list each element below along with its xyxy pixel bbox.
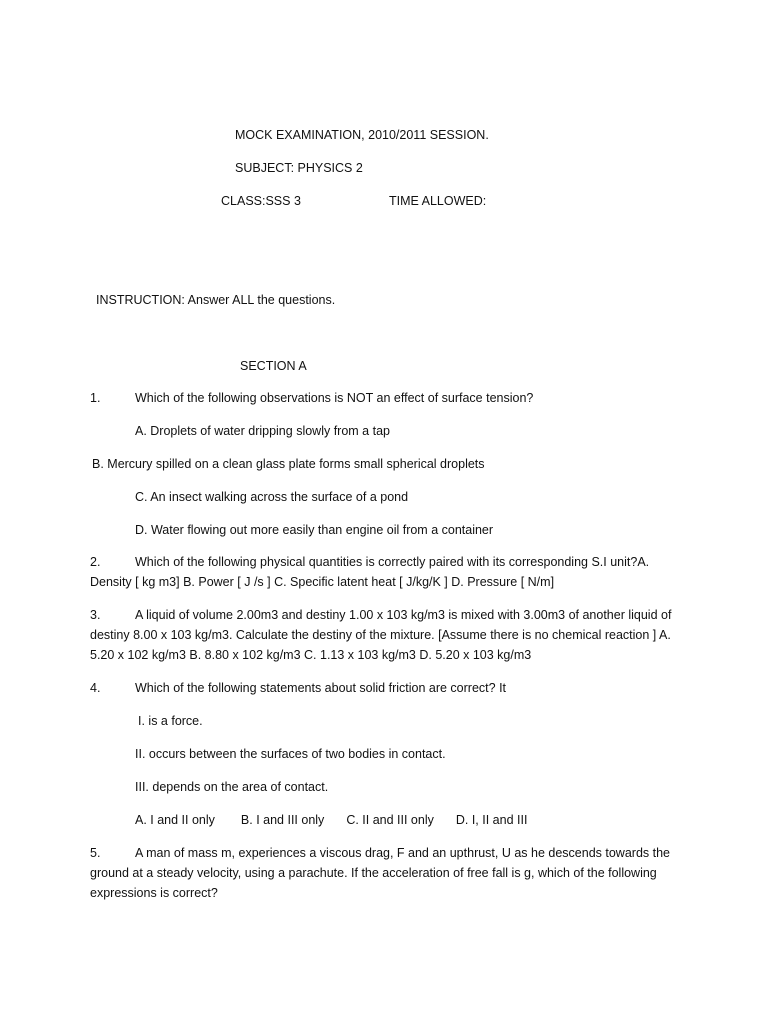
- option-b: B. Mercury spilled on a clean glass plate forms small spherical droplets: [92, 457, 485, 471]
- question-number: 4.: [90, 681, 101, 695]
- option-a: A. Droplets of water dripping slowly from a tap: [135, 424, 390, 438]
- question-text: Which of the following statements about solid friction are correct? It: [135, 681, 507, 695]
- question-4-options: [135, 812, 527, 828]
- section-heading: SECTION A: [240, 359, 307, 373]
- question-number: 3.: [90, 608, 101, 622]
- option-c: C. An insect walking across the surface of a pond: [135, 490, 409, 504]
- question-3: [90, 605, 680, 665]
- question-number: 1.: [90, 391, 101, 405]
- option-d: D. I, II and III: [455, 813, 528, 827]
- exam-title: MOCK EXAMINATION, 2010/2011 SESSION.: [235, 128, 489, 142]
- question-number: 2.: [90, 555, 101, 569]
- time-allowed-line: TIME ALLOWED:: [389, 194, 487, 208]
- question-2: [90, 552, 680, 592]
- question-text: A man of mass m, experiences a viscous drag, F and an upthrust, U as he descends towards the ground at a steady velocity, using a parachute. If the acceleration of free fall is g, which of the following expressions is correct?: [90, 846, 670, 900]
- subject-line: SUBJECT: PHYSICS 2: [235, 161, 363, 175]
- class-line: CLASS:SSS 3: [221, 194, 301, 208]
- question-4: [90, 680, 506, 696]
- question-text: Which of the following physical quantities is correctly paired with its corresponding S.I unit?A. Density [ kg m3] B. Power [ J /s ] C. Specific latent heat [ J/kg/K ] D. Pressure [ N/m]: [90, 555, 650, 589]
- statement-iii: III. depends on the area of contact.: [135, 780, 329, 794]
- question-text: Which of the following observations is NOT an effect of surface tension?: [135, 391, 534, 405]
- statement-i: I. is a force.: [138, 714, 203, 728]
- instruction: INSTRUCTION: Answer ALL the questions.: [96, 293, 336, 307]
- option-a: A. I and II only: [135, 813, 215, 827]
- question-number: 5.: [90, 846, 101, 860]
- statement-ii: II. occurs between the surfaces of two bodies in contact.: [135, 747, 446, 761]
- question-5: [90, 843, 680, 903]
- question-text: A liquid of volume 2.00m3 and destiny 1.00 x 103 kg/m3 is mixed with 3.00m3 of another liquid of destiny 8.00 x 103 kg/m3. Calculate the destiny of the mixture. [Assume there is no chemical reaction ] A. 5.20 x 102 kg/m3 B. 8.80 x 102 kg/m3 C. 1.13 x 103 kg/m3 D. 5.20 x 103 kg/m3: [90, 608, 672, 662]
- option-c: C. II and III only: [346, 813, 434, 827]
- option-b: B. I and III only: [240, 813, 325, 827]
- question-1: [90, 390, 533, 406]
- option-d: D. Water flowing out more easily than engine oil from a container: [135, 523, 494, 537]
